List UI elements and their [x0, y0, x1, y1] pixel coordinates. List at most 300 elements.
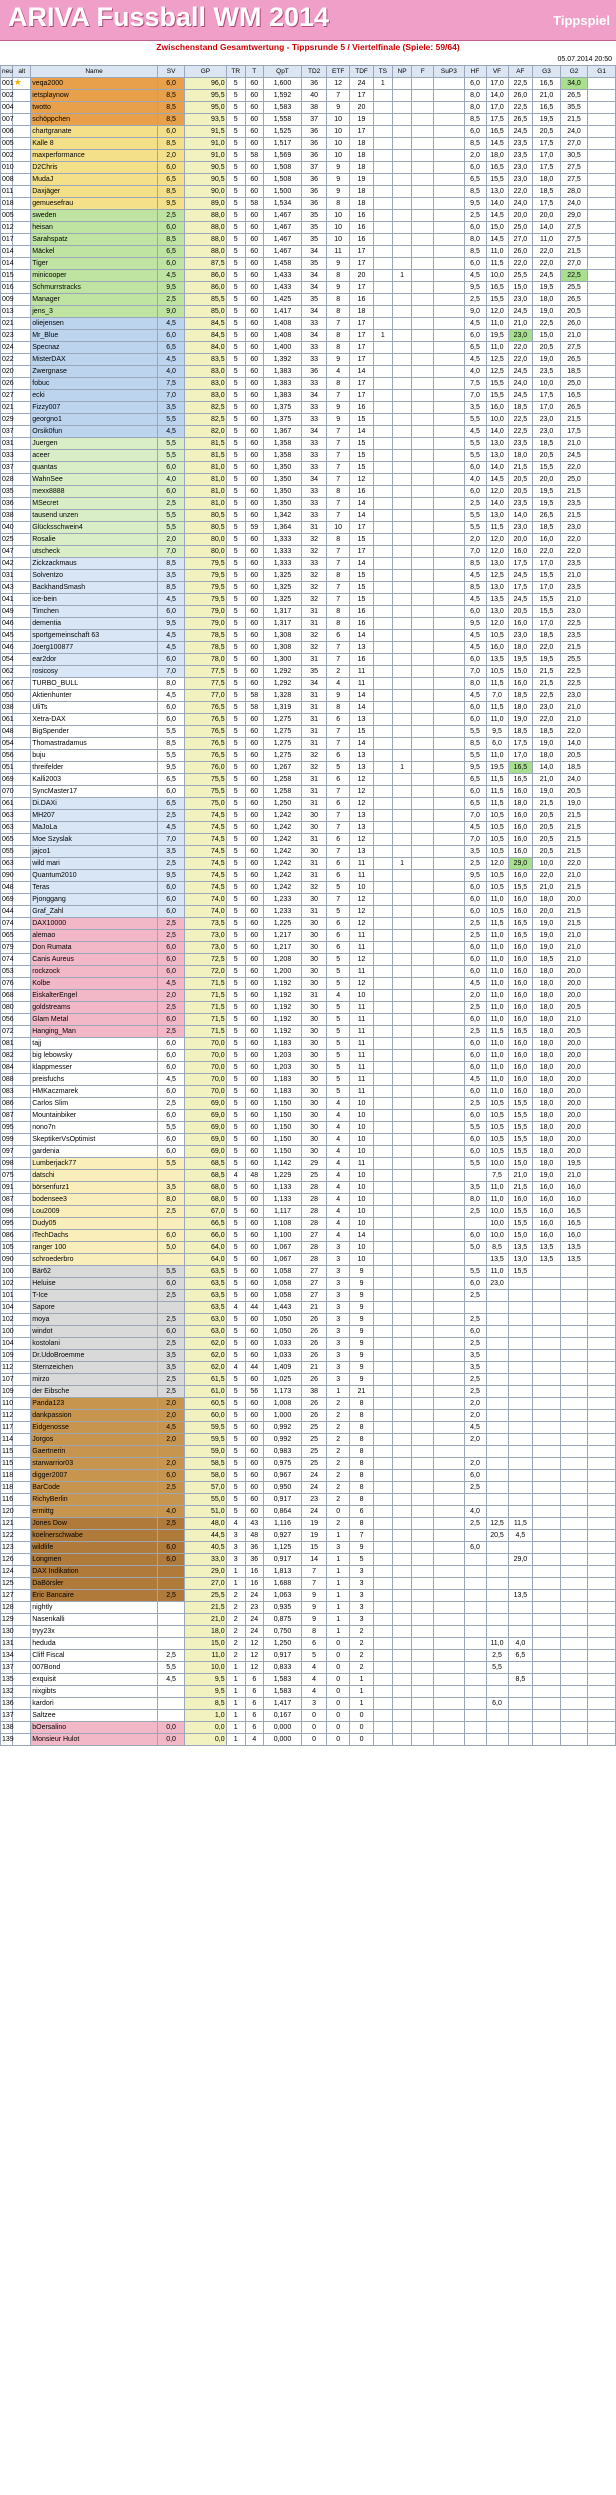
table-row[interactable] [1, 1326, 616, 1338]
rank-alt [13, 174, 31, 186]
table-row[interactable] [1, 402, 616, 414]
table-row[interactable] [1, 438, 616, 450]
table-row[interactable] [1, 138, 616, 150]
etf-value: 2 [326, 1434, 349, 1446]
table-row[interactable] [1, 702, 616, 714]
hf-value: 6,0 [464, 1038, 486, 1050]
vf-value: 17,5 [486, 114, 508, 126]
table-row[interactable] [1, 1422, 616, 1434]
af-value: 16,0 [508, 618, 533, 630]
f-value [412, 1722, 434, 1734]
g1-value [588, 1254, 616, 1266]
g3-value: 22,5 [533, 690, 561, 702]
t-value: 60 [245, 318, 263, 330]
g1-value [588, 354, 616, 366]
column-header-t[interactable]: T [245, 66, 263, 78]
rank-neu: 091 [1, 1182, 13, 1194]
table-row[interactable] [1, 594, 616, 606]
table-row[interactable] [1, 1338, 616, 1350]
rank-neu: 124 [1, 1566, 13, 1578]
table-row[interactable] [1, 498, 616, 510]
table-row[interactable] [1, 1506, 616, 1518]
tr-value: 5 [226, 162, 245, 174]
column-header-g3[interactable]: G3 [533, 66, 561, 78]
tdf-value: 10 [350, 1146, 373, 1158]
etf-value: 8 [326, 198, 349, 210]
table-row[interactable] [1, 714, 616, 726]
table-row[interactable] [1, 798, 616, 810]
rank-alt [13, 1446, 31, 1458]
table-row[interactable] [1, 918, 616, 930]
table-row[interactable] [1, 942, 616, 954]
table-row[interactable] [1, 786, 616, 798]
table-row[interactable] [1, 1554, 616, 1566]
table-row[interactable] [1, 258, 616, 270]
g3-value [533, 1302, 561, 1314]
vf-value: 6,0 [486, 738, 508, 750]
table-row[interactable] [1, 906, 616, 918]
table-row[interactable] [1, 606, 616, 618]
table-row[interactable] [1, 570, 616, 582]
table-row[interactable] [1, 234, 616, 246]
table-row[interactable] [1, 1062, 616, 1074]
column-header-neu[interactable]: neu [1, 66, 13, 78]
hf-value [464, 1626, 486, 1638]
column-header-name[interactable]: Name [31, 66, 158, 78]
etf-value: 6 [326, 918, 349, 930]
table-row[interactable] [1, 1698, 616, 1710]
table-row[interactable] [1, 414, 616, 426]
table-row[interactable] [1, 1290, 616, 1302]
table-row[interactable] [1, 618, 616, 630]
table-row[interactable] [1, 270, 616, 282]
table-row[interactable] [1, 486, 616, 498]
tdf-value: 18 [350, 150, 373, 162]
table-row[interactable] [1, 990, 616, 1002]
vf-value [486, 1326, 508, 1338]
table-row[interactable] [1, 474, 616, 486]
tr-value: 2 [226, 1590, 245, 1602]
table-row[interactable] [1, 1254, 616, 1266]
table-row[interactable] [1, 1038, 616, 1050]
table-row[interactable] [1, 1638, 616, 1650]
table-row[interactable] [1, 834, 616, 846]
table-row[interactable] [1, 1398, 616, 1410]
qpt-value: 1,275 [263, 726, 302, 738]
hf-value: 2,5 [464, 1386, 486, 1398]
column-header-vf[interactable]: VF [486, 66, 508, 78]
t-value: 60 [245, 1194, 263, 1206]
t-value: 48 [245, 1170, 263, 1182]
table-row[interactable] [1, 510, 616, 522]
sv-value: 4,0 [157, 366, 185, 378]
table-row[interactable] [1, 1602, 616, 1614]
table-row[interactable] [1, 1566, 616, 1578]
table-row[interactable] [1, 726, 616, 738]
sv-value: 5,5 [157, 414, 185, 426]
g1-value [588, 1014, 616, 1026]
table-row[interactable] [1, 282, 616, 294]
table-row[interactable] [1, 630, 616, 642]
column-header-hf[interactable]: HF [464, 66, 486, 78]
table-row[interactable] [1, 582, 616, 594]
table-row[interactable] [1, 678, 616, 690]
af-value: 23,0 [508, 630, 533, 642]
etf-value: 4 [326, 1158, 349, 1170]
f-value [412, 1362, 434, 1374]
table-row[interactable] [1, 1614, 616, 1626]
table-row[interactable] [1, 654, 616, 666]
np-value [392, 1386, 411, 1398]
table-row[interactable] [1, 1122, 616, 1134]
g1-value [588, 1494, 616, 1506]
table-row[interactable] [1, 342, 616, 354]
sup3-value [434, 78, 464, 90]
table-row[interactable] [1, 894, 616, 906]
table-row[interactable] [1, 870, 616, 882]
table-row[interactable] [1, 774, 616, 786]
af-value [508, 1326, 533, 1338]
rank-alt [13, 1278, 31, 1290]
sup3-value [434, 1014, 464, 1026]
g3-value: 20,5 [533, 342, 561, 354]
rank-alt [13, 666, 31, 678]
table-row[interactable] [1, 330, 616, 342]
sup3-value [434, 1530, 464, 1542]
table-row[interactable] [1, 810, 616, 822]
np-value [392, 1674, 411, 1686]
table-row[interactable] [1, 1734, 616, 1746]
ts-value [373, 1362, 392, 1374]
hf-value: 6,0 [464, 1086, 486, 1098]
table-row[interactable] [1, 1626, 616, 1638]
table-row[interactable] [1, 1194, 616, 1206]
table-row[interactable] [1, 1434, 616, 1446]
etf-value: 5 [326, 1038, 349, 1050]
table-row[interactable] [1, 1206, 616, 1218]
sup3-value [434, 1422, 464, 1434]
g1-value [588, 726, 616, 738]
table-row[interactable] [1, 1710, 616, 1722]
etf-value: 3 [326, 1374, 349, 1386]
af-value: 16,5 [508, 762, 533, 774]
table-row[interactable] [1, 1530, 616, 1542]
af-value: 16,0 [508, 546, 533, 558]
table-row[interactable] [1, 1170, 616, 1182]
table-row[interactable] [1, 1218, 616, 1230]
table-row[interactable] [1, 1026, 616, 1038]
table-row[interactable] [1, 114, 616, 126]
g3-value: 18,0 [533, 294, 561, 306]
table-row[interactable] [1, 1146, 616, 1158]
rank-alt [13, 558, 31, 570]
g3-value: 20,5 [533, 846, 561, 858]
np-value [392, 1146, 411, 1158]
hf-value: 7,0 [464, 810, 486, 822]
table-row[interactable] [1, 198, 616, 210]
ts-value [373, 258, 392, 270]
table-row[interactable] [1, 1542, 616, 1554]
table-row[interactable] [1, 930, 616, 942]
vf-value: 13,0 [486, 582, 508, 594]
table-row[interactable] [1, 1482, 616, 1494]
table-row[interactable] [1, 1314, 616, 1326]
table-row[interactable] [1, 1002, 616, 1014]
table-row[interactable] [1, 1230, 616, 1242]
t-value: 60 [245, 594, 263, 606]
sup3-value [434, 918, 464, 930]
table-row[interactable] [1, 1458, 616, 1470]
table-row[interactable] [1, 966, 616, 978]
table-row[interactable] [1, 1410, 616, 1422]
table-row[interactable] [1, 1350, 616, 1362]
player-name: Kolbe [31, 978, 158, 990]
g2-value: 26,0 [560, 318, 588, 330]
g3-value: 19,0 [533, 1170, 561, 1182]
etf-value: 1 [326, 1602, 349, 1614]
table-row[interactable] [1, 666, 616, 678]
rank-alt [13, 1386, 31, 1398]
table-row[interactable] [1, 1686, 616, 1698]
table-row[interactable] [1, 750, 616, 762]
np-value [392, 486, 411, 498]
table-row[interactable] [1, 1074, 616, 1086]
sup3-value [434, 1326, 464, 1338]
table-row[interactable] [1, 1518, 616, 1530]
sup3-value [434, 810, 464, 822]
vf-value: 15,5 [486, 378, 508, 390]
player-name: Lumberjack77 [31, 1158, 158, 1170]
sv-value: 5,0 [157, 1242, 185, 1254]
np-value [392, 138, 411, 150]
g2-value: 13,5 [560, 1242, 588, 1254]
table-row[interactable] [1, 1266, 616, 1278]
table-row[interactable] [1, 90, 616, 102]
f-value [412, 690, 434, 702]
etf-value: 10 [326, 150, 349, 162]
table-row[interactable] [1, 1098, 616, 1110]
hf-value: 2,5 [464, 210, 486, 222]
table-row[interactable] [1, 1302, 616, 1314]
vf-value: 10,5 [486, 1110, 508, 1122]
af-value: 15,5 [508, 1206, 533, 1218]
table-row[interactable] [1, 246, 616, 258]
sup3-value [434, 1278, 464, 1290]
tdf-value: 11 [350, 870, 373, 882]
table-row[interactable] [1, 1446, 616, 1458]
t-value: 60 [245, 774, 263, 786]
sv-value: 4,5 [157, 594, 185, 606]
column-header-g2[interactable]: G2 [560, 66, 588, 78]
rank-neu: 070 [1, 786, 13, 798]
etf-value: 10 [326, 234, 349, 246]
table-row[interactable] [1, 1134, 616, 1146]
table-row[interactable] [1, 186, 616, 198]
table-row[interactable] [1, 978, 616, 990]
table-row[interactable] [1, 102, 616, 114]
player-name: Manager [31, 294, 158, 306]
td2-value: 35 [302, 294, 327, 306]
column-header-tr[interactable]: TR [226, 66, 245, 78]
rank-alt [13, 570, 31, 582]
tdf-value: 12 [350, 774, 373, 786]
td2-value: 36 [302, 186, 327, 198]
column-header-g1[interactable]: G1 [588, 66, 616, 78]
hf-value: 9,5 [464, 762, 486, 774]
rank-alt [13, 330, 31, 342]
table-row[interactable] [1, 306, 616, 318]
rank-alt [13, 354, 31, 366]
np-value [392, 1518, 411, 1530]
player-name: Sternzeichen [31, 1362, 158, 1374]
ts-value: 1 [373, 330, 392, 342]
t-value: 60 [245, 798, 263, 810]
sv-value: 6,0 [157, 714, 185, 726]
table-row[interactable] [1, 1494, 616, 1506]
table-row[interactable] [1, 1086, 616, 1098]
table-row[interactable] [1, 1590, 616, 1602]
table-row[interactable] [1, 1050, 616, 1062]
player-name: der Eibsche [31, 1386, 158, 1398]
player-name: Carlos Slim [31, 1098, 158, 1110]
table-row[interactable] [1, 762, 616, 774]
tdf-value: 15 [350, 462, 373, 474]
table-row[interactable] [1, 1242, 616, 1254]
table-row[interactable] [1, 318, 616, 330]
table-row[interactable] [1, 546, 616, 558]
table-row[interactable] [1, 1110, 616, 1122]
table-row[interactable] [1, 1674, 616, 1686]
table-row[interactable] [1, 1470, 616, 1482]
etf-value: 5 [326, 978, 349, 990]
sup3-value [434, 126, 464, 138]
table-row[interactable] [1, 954, 616, 966]
table-row[interactable] [1, 642, 616, 654]
tdf-value: 15 [350, 450, 373, 462]
td2-value: 30 [302, 1002, 327, 1014]
table-row[interactable] [1, 174, 616, 186]
etf-value: 9 [326, 414, 349, 426]
f-value [412, 1410, 434, 1422]
qpt-value: 1,367 [263, 426, 302, 438]
np-value [392, 1218, 411, 1230]
column-header-gp[interactable]: GP [185, 66, 226, 78]
table-row[interactable] [1, 858, 616, 870]
g2-value: 25,5 [560, 282, 588, 294]
td2-value: 31 [302, 990, 327, 1002]
af-value: 23,0 [508, 294, 533, 306]
sup3-value [434, 1470, 464, 1482]
td2-value: 30 [302, 954, 327, 966]
table-row[interactable] [1, 1182, 616, 1194]
np-value [392, 990, 411, 1002]
etf-value: 12 [326, 78, 349, 90]
tdf-value: 8 [350, 1434, 373, 1446]
column-header-af[interactable]: AF [508, 66, 533, 78]
table-row[interactable] [1, 1386, 616, 1398]
column-header-tdf[interactable]: TDF [350, 66, 373, 78]
table-row[interactable] [1, 450, 616, 462]
column-header-etf[interactable]: ETF [326, 66, 349, 78]
table-row[interactable] [1, 210, 616, 222]
table-row[interactable] [1, 462, 616, 474]
tdf-value: 16 [350, 402, 373, 414]
rank-neu: 025 [1, 534, 13, 546]
column-header-sv[interactable]: SV [157, 66, 185, 78]
table-row[interactable] [1, 1650, 616, 1662]
table-row[interactable] [1, 378, 616, 390]
table-row[interactable] [1, 1362, 616, 1374]
table-row[interactable] [1, 162, 616, 174]
g1-value [588, 318, 616, 330]
rank-neu: 027 [1, 390, 13, 402]
rank-neu: 065 [1, 930, 13, 942]
table-row[interactable] [1, 846, 616, 858]
table-row[interactable] [1, 78, 616, 90]
table-row[interactable] [1, 222, 616, 234]
table-row[interactable] [1, 690, 616, 702]
column-header-f[interactable]: F [412, 66, 434, 78]
table-row[interactable] [1, 522, 616, 534]
column-header-ts[interactable]: TS [373, 66, 392, 78]
column-header-np[interactable]: NP [392, 66, 411, 78]
qpt-value: 1,108 [263, 1218, 302, 1230]
table-row[interactable] [1, 1278, 616, 1290]
hf-value: 6,5 [464, 774, 486, 786]
table-row[interactable] [1, 294, 616, 306]
column-header-td2[interactable]: TD2 [302, 66, 327, 78]
column-header-qpt[interactable]: QpT [263, 66, 302, 78]
t-value: 60 [245, 1422, 263, 1434]
player-name: Don Rumata [31, 942, 158, 954]
etf-value: 2 [326, 1398, 349, 1410]
np-value [392, 1230, 411, 1242]
g2-value: 23,5 [560, 582, 588, 594]
table-row[interactable] [1, 150, 616, 162]
table-row[interactable] [1, 558, 616, 570]
table-row[interactable] [1, 366, 616, 378]
hf-value: 2,5 [464, 1002, 486, 1014]
table-row[interactable] [1, 1374, 616, 1386]
etf-value: 7 [326, 510, 349, 522]
sv-value: 6,0 [157, 906, 185, 918]
table-row[interactable] [1, 1662, 616, 1674]
column-header-sup3[interactable]: SuP3 [434, 66, 464, 78]
table-row[interactable] [1, 1158, 616, 1170]
t-value: 60 [245, 1074, 263, 1086]
table-row[interactable] [1, 354, 616, 366]
g3-value: 19,0 [533, 354, 561, 366]
table-row[interactable] [1, 822, 616, 834]
table-row[interactable] [1, 738, 616, 750]
table-row[interactable] [1, 1014, 616, 1026]
rank-alt [13, 1326, 31, 1338]
table-row[interactable] [1, 882, 616, 894]
table-row[interactable] [1, 1578, 616, 1590]
hf-value: 6,0 [464, 462, 486, 474]
table-row[interactable] [1, 534, 616, 546]
np-value [392, 294, 411, 306]
table-row[interactable] [1, 126, 616, 138]
hf-value: 4,0 [464, 474, 486, 486]
table-row[interactable] [1, 426, 616, 438]
tr-value: 5 [226, 1098, 245, 1110]
g3-value: 24,5 [533, 270, 561, 282]
table-row[interactable] [1, 390, 616, 402]
column-header-alt[interactable]: alt [13, 66, 31, 78]
ts-value [373, 858, 392, 870]
table-row[interactable] [1, 1722, 616, 1734]
